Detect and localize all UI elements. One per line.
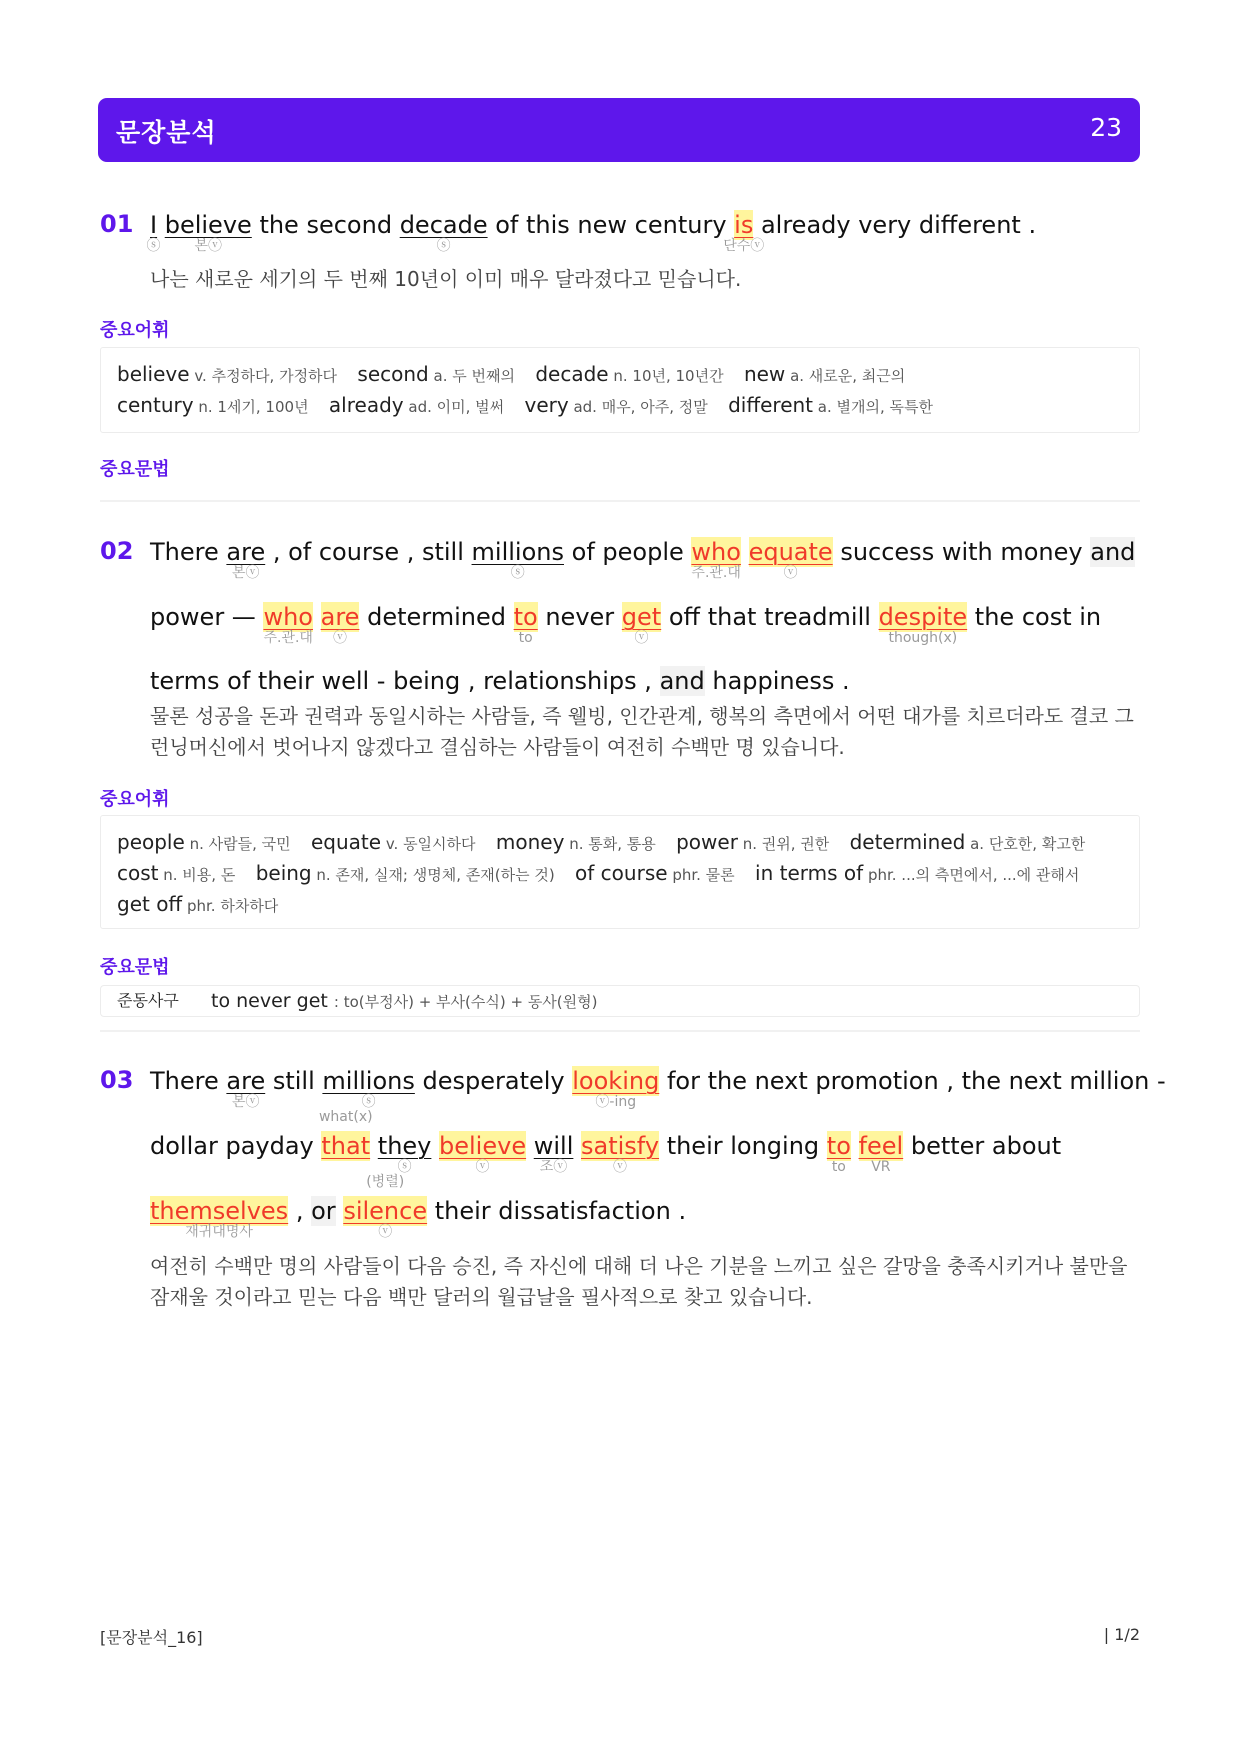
grammar-tag: ⓢ [510,565,525,581]
sentence-text: for the next promotion , the next million - [666,1067,1166,1095]
grammar-expr-text: to never get [211,990,328,1012]
sentence-text: , [295,1197,304,1225]
vocab-item [117,362,337,386]
grammar-expression [211,986,597,1017]
vocab-word: equate [310,830,382,854]
highlighted-word: equate ⓥ [748,538,833,581]
underlined-word: are 본ⓥ [226,538,266,581]
highlighted-word: feel VR [858,1132,904,1175]
sentence-text: never [545,603,615,631]
grammar-tag: 단수ⓥ [723,238,765,254]
vocab-word: very [524,393,569,417]
highlighted-word: silence ⓥ (병렬) [343,1174,428,1240]
highlighted-word: that what(x) [318,1109,373,1160]
vocab-word: cost [117,861,159,885]
vocab-item [311,830,476,854]
sentence-text: and [1090,538,1136,566]
underlined-word: I ⓢ [146,211,161,254]
grammar-tag: ⓥ [475,1159,490,1175]
sentence-number: 02 [100,537,134,565]
underlined-word: they ⓢ [377,1132,432,1175]
footer-page: | 1/2 [1103,1625,1140,1644]
grammar-tag: 주.관.대 [263,630,313,646]
vocab-word: already [328,393,404,417]
grammar-tag: ⓥ [378,1224,393,1240]
vocab-item [850,830,1086,854]
vocab-item [676,830,829,854]
highlighted-word: get ⓥ [621,603,662,646]
highlighted-word: satisfy ⓥ [581,1132,660,1175]
underlined-word: will 조ⓥ [533,1132,574,1175]
grammar-tag: though(x) [888,630,958,646]
grammar-tag: ⓢ [397,1159,412,1175]
sentence-text: of people [571,538,684,566]
sentence-text: their longing [666,1132,820,1160]
vocab-heading: 중요어휘 [100,789,170,810]
underlined-word: decade ⓢ [399,211,488,254]
vocab-word: second [357,362,429,386]
vocab-definition: n. 10년, 10년간 [608,367,724,385]
vocab-item [575,861,735,885]
vocab-definition: v. 동일시하다 [381,835,476,853]
grammar-tag: ⓥ-ing [595,1094,637,1110]
grammar-tag-above: (병렬) [366,1174,405,1190]
vocab-word: power [676,830,738,854]
sentence-text: determined [367,603,506,631]
vocab-item [496,830,656,854]
sentence-text: still [272,1067,315,1095]
divider [100,500,1140,502]
vocab-item [535,362,723,386]
footer-label: [문장분석_16] [100,1628,203,1647]
divider [100,1030,1140,1032]
translation: 여전히 수백만 명의 사람들이 다음 승진, 즉 자신에 대해 더 나은 기분을 느끼고 싶은 갈망을 충족시키거나 불만을 잠재울 것이라고 믿는 다음 백만 달러의 월급날을 필사적으로 찾고 있습니다. [150,1254,1128,1309]
highlighted-word: to to [826,1132,851,1175]
vocab-word: decade [535,362,609,386]
translation: 물론 성공을 돈과 권력과 동일시하는 사람들, 즉 웰빙, 인간관계, 행복의 측면에서 어떤 대가를 치르더라도 결코 그 런닝머신에서 벗어나지 않겠다고 결심하는 사람들이 여전히 수백만 명 있습니다. [150,704,1134,759]
vocab-word: money [495,830,565,854]
sentence-line [150,1066,1166,1110]
sentence-text: terms of their well - being , relationships , [150,667,652,695]
vocab-definition: phr. ...의 측면에서, ...에 관해서 [863,866,1080,884]
grammar-tag: ⓥ [783,565,798,581]
grammar-tag: 본ⓥ [232,1094,260,1110]
grammar-type: 준동사구 [117,991,179,1010]
vocab-definition: phr. 하차하다 [182,897,279,915]
grammar-tag: ⓢ [361,1094,376,1110]
sentence-text: dollar payday [150,1132,314,1160]
grammar-tag: VR [871,1159,891,1175]
sentence-line [150,1174,687,1240]
vocab-word: being [255,861,312,885]
highlighted-word: believe ⓥ [439,1132,527,1175]
vocab-word: of course [575,861,668,885]
sentence-text: , of course , still [272,538,464,566]
vocab-definition: phr. 물론 [667,866,735,884]
vocab-item [744,362,905,386]
vocab-definition: n. 사람들, 국민 [184,835,291,853]
grammar-tag: ⓢ [146,238,161,254]
vocab-definition: n. 통화, 통용 [564,835,656,853]
grammar-tag-above: what(x) [318,1109,373,1125]
sentence-text: power — [150,603,256,631]
underlined-word: believe 본ⓥ [164,211,252,254]
highlighted-word: despite though(x) [878,603,968,646]
underlined-word: are 본ⓥ [226,1067,266,1110]
sentence-number: 01 [100,210,134,238]
grammar-box [100,985,1140,1017]
sentence-line [150,537,1136,581]
translation: 나는 새로운 세기의 두 번째 10년이 이미 매우 달라졌다고 믿습니다. [150,267,742,291]
vocab-item [256,861,555,885]
grammar-tag: ⓥ [333,630,348,646]
vocab-definition: a. 새로운, 최근의 [785,367,906,385]
vocab-definition: n. 비용, 돈 [158,866,236,884]
underlined-word: millions ⓢ [471,538,564,581]
vocab-box [100,815,1140,929]
vocab-item [329,393,504,417]
vocab-item [117,861,235,885]
highlighted-word: themselves 재귀대명사 [150,1197,289,1240]
vocab-heading: 중요어휘 [100,320,170,341]
sentence-text: better about [910,1132,1062,1160]
vocab-word: determined [849,830,966,854]
grammar-tag: 주.관.대 [691,565,741,581]
grammar-tag: 본ⓥ [232,565,260,581]
vocab-item [117,393,309,417]
vocab-box [100,347,1140,433]
grammar-heading: 중요문법 [100,459,170,480]
vocab-definition: v. 추정하다, 가정하다 [189,367,338,385]
sentence-text: There [150,1067,219,1095]
vocab-word: people [117,830,185,854]
sentence-line [150,1109,1062,1175]
sentence-text: and [659,667,705,695]
grammar-desc: : to(부정사) + 부사(수식) + 동사(원형) [333,993,598,1011]
vocab-item [357,362,515,386]
sentence-text: their dissatisfaction . [434,1197,687,1225]
highlighted-word: who 주.관.대 [691,538,741,581]
sentence-text: success with money [840,538,1083,566]
sentence-text: or [311,1197,336,1225]
highlighted-word: to to [513,603,538,646]
sentence-text: the second [259,211,393,239]
vocab-word: different [728,393,814,417]
vocab-definition: a. 단호한, 확고한 [965,835,1086,853]
vocab-word: get off [117,892,183,916]
vocab-word: in terms of [755,861,864,885]
sentence-text: of this new century [495,211,727,239]
vocab-word: believe [117,362,190,386]
highlighted-word: is 단수ⓥ [723,211,765,254]
grammar-tag: 본ⓥ [194,238,223,254]
grammar-heading: 중요문법 [100,957,170,978]
vocab-item [755,861,1079,885]
sentence-text: the cost in [974,603,1102,631]
underlined-word: millions ⓢ [322,1067,415,1110]
vocab-definition: ad. 매우, 아주, 정말 [568,398,708,416]
vocab-definition: n. 존재, 실재; 생명체, 존재(하는 것) [311,866,555,884]
vocab-definition: n. 1세기, 100년 [193,398,309,416]
highlighted-word: who 주.관.대 [263,603,313,646]
sentence-line [150,666,850,696]
vocab-definition: ad. 이미, 벌써 [403,398,505,416]
sentence-text: There [150,538,219,566]
page-number: 23 [1090,113,1122,142]
vocab-item [524,393,707,417]
sentence-text: happiness . [712,667,850,695]
vocab-word: century [117,393,194,417]
grammar-tag: ⓢ [436,238,451,254]
grammar-tag: 조ⓥ [539,1159,568,1175]
vocab-definition: n. 권위, 권한 [737,835,830,853]
vocab-word: new [743,362,786,386]
page-header [98,98,1140,162]
sentence-line [150,602,1102,646]
grammar-tag: ⓥ [613,1159,628,1175]
sentence-line [146,210,1037,254]
grammar-tag: to [831,1159,846,1175]
grammar-tag: to [518,630,533,646]
sentence-number: 03 [100,1066,134,1094]
vocab-item [117,892,278,916]
vocab-item [728,393,933,417]
vocab-item [117,830,291,854]
sentence-text: off that treadmill [668,603,871,631]
sentence-text: desperately [422,1067,565,1095]
sentence-text: already very different . [760,211,1037,239]
vocab-definition: a. 별개의, 독특한 [813,398,934,416]
highlighted-word: are ⓥ [320,603,360,646]
page-title: 문장분석 [116,118,217,147]
grammar-tag: ⓥ [634,630,649,646]
highlighted-word: looking ⓥ-ing [572,1067,660,1110]
grammar-tag: 재귀대명사 [185,1224,253,1240]
vocab-definition: a. 두 번째의 [428,367,515,385]
